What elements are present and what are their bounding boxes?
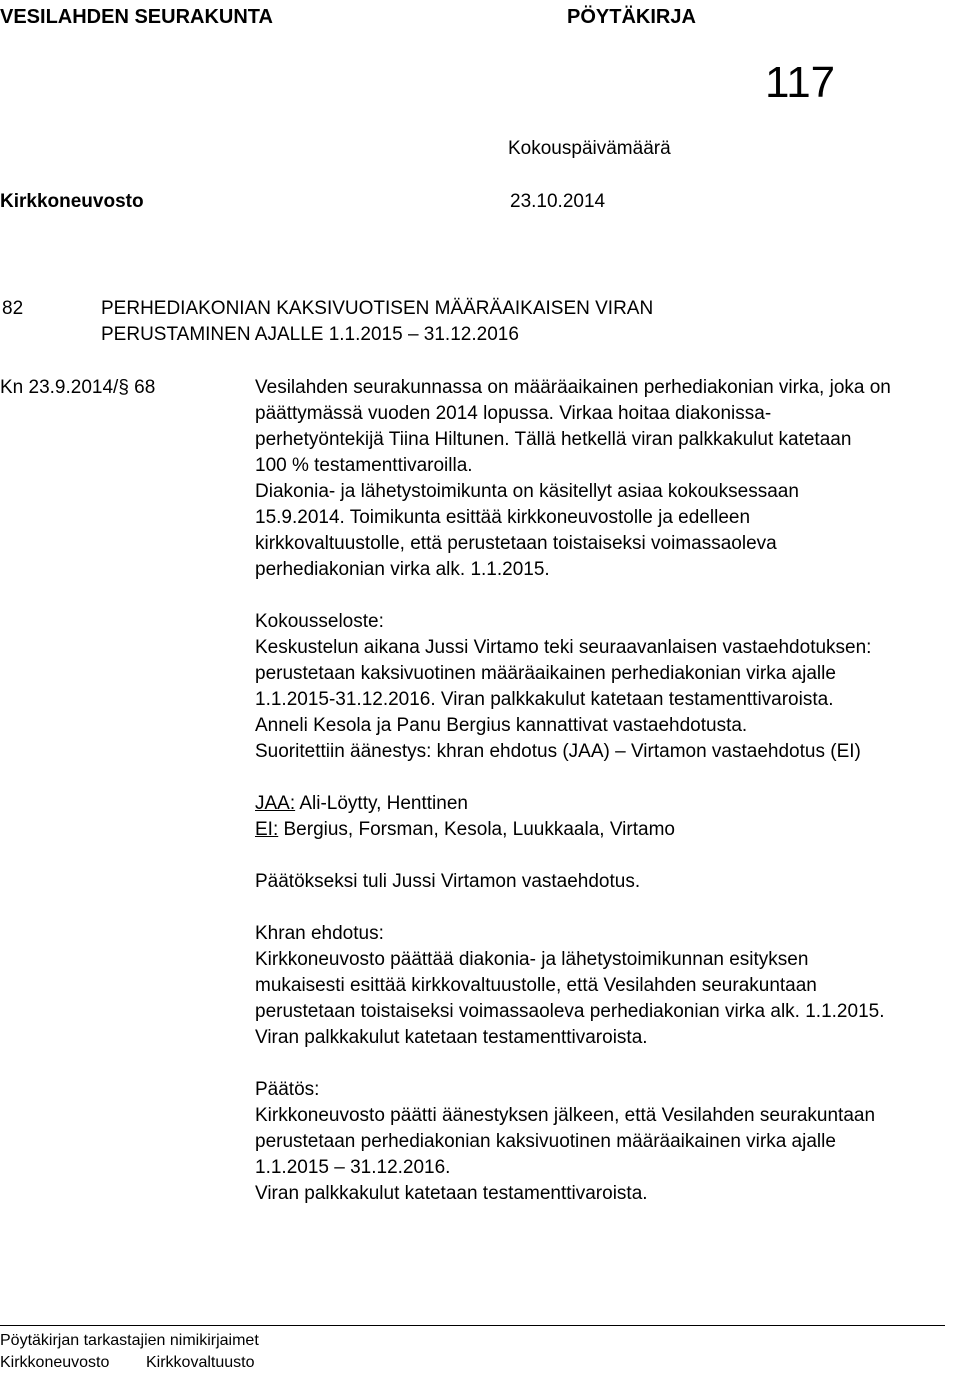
proposal-line: Kirkkoneuvosto päättää diakonia- ja lähetystoimikunnan esityksen (255, 949, 809, 970)
intro-line: 15.9.2014. Toimikunta esittää kirkkoneuvostolle ja edelleen (255, 507, 751, 528)
vote-no-names: Bergius, Forsman, Kesola, Luukkaala, Virtamo (278, 819, 675, 840)
intro-line: perhetyöntekijä Tiina Hiltunen. Tällä hetkellä viran palkkakulut katetaan (255, 429, 852, 450)
decision-line: Viran palkkakulut katetaan testamenttivaroista. (255, 1183, 648, 1204)
signature-column-kirkkoneuvosto: Kirkkoneuvosto (0, 1354, 110, 1371)
meeting-body: Kirkkoneuvosto (0, 191, 144, 212)
decision-label: Päätös: (255, 1079, 320, 1100)
decision-line: 1.1.2015 – 31.12.2016. (255, 1157, 451, 1178)
intro-line: Diakonia- ja lähetystoimikunta on käsitellyt asiaa kokouksessaan (255, 481, 799, 502)
previous-reference: Kn 23.9.2014/§ 68 (0, 377, 156, 398)
signature-column-kirkkovaltuusto: Kirkkovaltuusto (146, 1354, 255, 1371)
item-number (2, 296, 43, 322)
item-body (255, 375, 955, 1207)
item-title-line1: PERHEDIAKONIAN KAKSIVUOTISEN MÄÄRÄAIKAISEN VIRAN (101, 298, 654, 319)
vote-result: Päätökseksi tuli Jussi Virtamon vastaehdotus. (255, 871, 641, 892)
minutes-line: Suoritettiin äänestys: khran ehdotus (JAA) – Virtamon vastaehdotus (EI) (255, 741, 861, 762)
item-title-line2: PERUSTAMINEN AJALLE 1.1.2015 – 31.12.2016 (101, 324, 519, 345)
item-number-value: 82 (2, 298, 24, 319)
vote-yes-names: Ali-Löytty, Henttinen (295, 793, 468, 814)
vote-no-label: EI: (255, 819, 279, 840)
vote-yes-label: JAA: (255, 793, 296, 814)
minutes-line: Keskustelun aikana Jussi Virtamo teki seuraavanlaisen vastaehdotuksen: (255, 637, 872, 658)
intro-line: Vesilahden seurakunnassa on määräaikainen perhediakonian virka, joka on (255, 377, 891, 398)
proposal-line: mukaisesti esittää kirkkovaltuustolle, että Vesilahden seurakuntaan (255, 975, 817, 996)
footer-divider (0, 1325, 945, 1326)
page-number: 117 (765, 58, 836, 107)
vote-yes (255, 791, 955, 817)
minutes-line: Anneli Kesola ja Panu Bergius kannattivat vastaehdotusta. (255, 715, 748, 736)
decision-line: Kirkkoneuvosto päätti äänestyksen jälkeen, että Vesilahden seurakuntaan (255, 1105, 876, 1126)
date-label: Kokouspäivämäärä (508, 138, 671, 159)
minutes-label: Kokousseloste: (255, 611, 384, 632)
proposal-line: perustetaan toistaiseksi voimassaoleva perhediakonian virka alk. 1.1.2015. (255, 1001, 885, 1022)
signatures-label: Pöytäkirjan tarkastajien nimikirjaimet (0, 1332, 259, 1349)
decision-line: perustetaan perhediakonian kaksivuotinen määräaikainen virka ajalle (255, 1131, 836, 1152)
vote-no (255, 817, 955, 843)
proposal-line: Viran palkkakulut katetaan testamenttivaroista. (255, 1027, 648, 1048)
document-type: PÖYTÄKIRJA (567, 6, 696, 28)
intro-line: 100 % testamenttivaroilla. (255, 455, 473, 476)
organization-name: VESILAHDEN SEURAKUNTA (0, 6, 273, 28)
intro-line: kirkkovaltuustolle, että perustetaan toistaiseksi voimassaoleva (255, 533, 777, 554)
minutes-line: perustetaan kaksivuotinen määräaikainen perhediakonian virka ajalle (255, 663, 836, 684)
meeting-date: 23.10.2014 (510, 191, 606, 212)
intro-line: perhediakonian virka alk. 1.1.2015. (255, 559, 550, 580)
proposal-label: Khran ehdotus: (255, 923, 384, 944)
intro-line: päättymässä vuoden 2014 lopussa. Virkaa hoitaa diakonissa- (255, 403, 772, 424)
minutes-line: 1.1.2015-31.12.2016. Viran palkkakulut katetaan testamenttivaroista. (255, 689, 834, 710)
